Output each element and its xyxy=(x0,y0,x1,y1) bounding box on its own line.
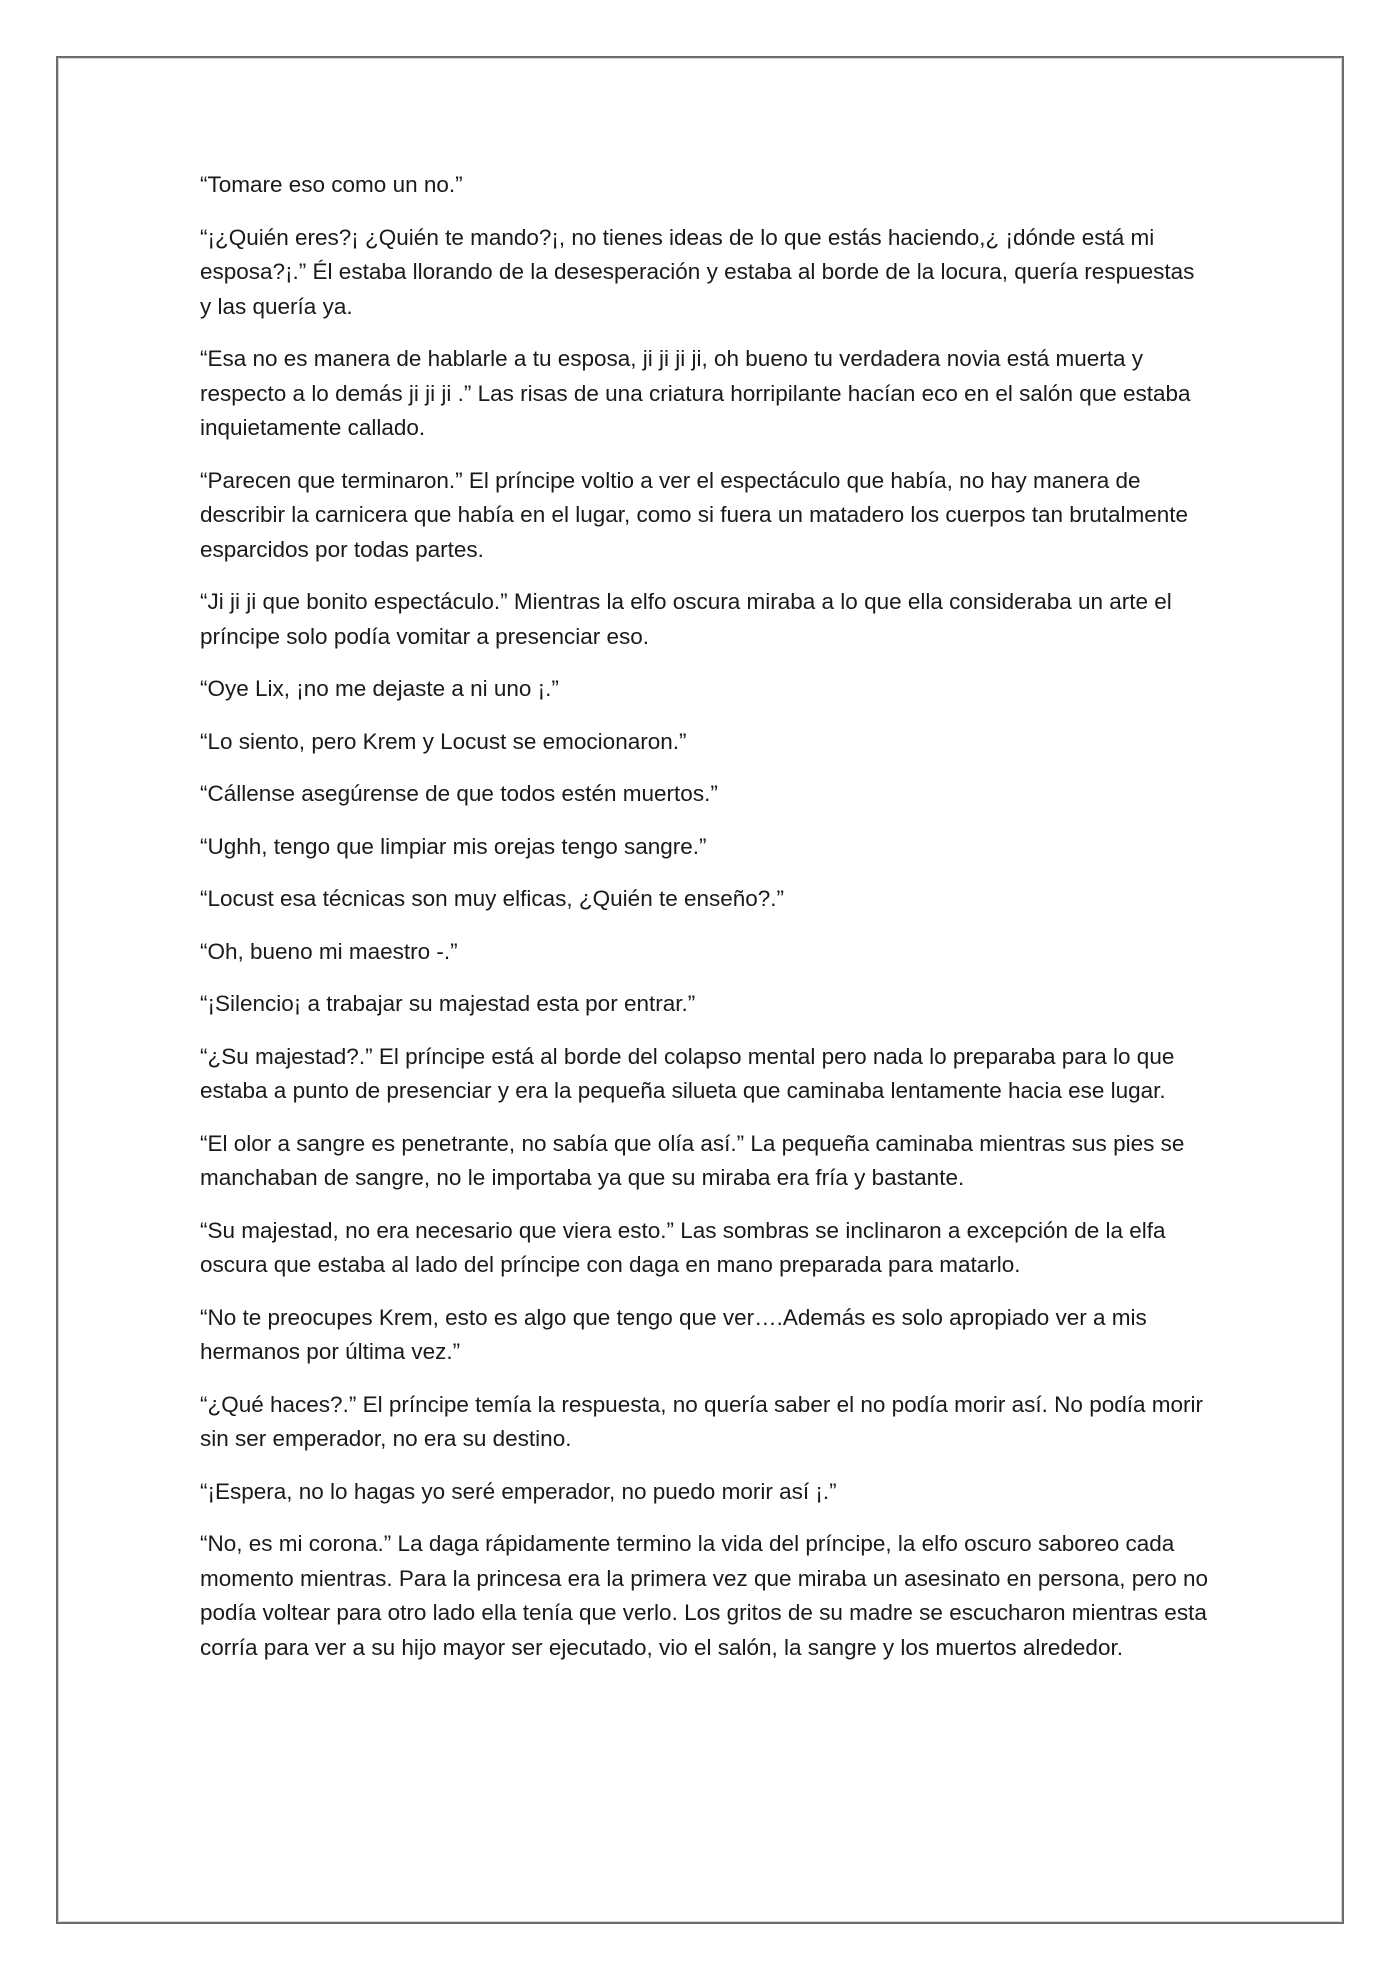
paragraph: “No te preocupes Krem, esto es algo que tengo que ver….Además es solo apropiado ver a mis hermanos por última vez.” xyxy=(200,1304,1147,1364)
paragraph: “No, es mi corona.” La daga rápidamente termino la vida del príncipe, la elfo oscuro saboreo cada momento mientras. Para la princesa era la primera vez que miraba un asesinato en persona, pero no podía voltear para otro lado ella tenía que verlo. Los gritos de su madre se escucharon mientras esta corría para ver a su hijo mayor ser ejecutado, vio el salón, la sangre y los muertos alrededor. xyxy=(200,1531,1209,1660)
paragraph: “Cállense asegúrense de que todos estén muertos.” xyxy=(200,781,718,806)
paragraph: “Su majestad, no era necesario que viera esto.” Las sombras se inclinaron a excepción de la elfa oscura que estaba al lado del príncipe con daga en mano preparada para matarlo. xyxy=(200,1217,1166,1277)
paragraph: “¡Silencio¡ a trabajar su majestad esta por entrar.” xyxy=(200,991,696,1016)
paragraph: “Esa no es manera de hablarle a tu esposa, ji ji ji ji, oh bueno tu verdadera novia está muerta y respecto a lo demás ji ji ji .” Las risas de una criatura horripilante hacían eco en el salón que estaba inquietamente callado. xyxy=(200,346,1191,440)
paragraph: “Tomare eso como un no.” xyxy=(200,172,463,197)
paragraph: “Oh, bueno mi maestro -.” xyxy=(200,938,458,964)
paragraph: “Ji ji ji que bonito espectáculo.” Mientras la elfo oscura miraba a lo que ella consideraba un arte el príncipe solo podía vomitar a presenciar eso. xyxy=(200,589,1172,649)
paragraph: “Ughh, tengo que limpiar mis orejas tengo sangre.” xyxy=(200,833,707,859)
paragraph: “¿Su majestad?.” El príncipe está al borde del colapso mental pero nada lo preparaba para lo que estaba a punto de presenciar y era la pequeña silueta que caminaba lentamente hacia ese lugar. xyxy=(200,1043,1175,1103)
paragraph: “¡Espera, no lo hagas yo seré emperador, no puedo morir así ¡.” xyxy=(200,1478,837,1504)
paragraph: “El olor a sangre es penetrante, no sabía que olía así.” La pequeña caminaba mientras sus pies se manchaban de sangre, no le importaba ya que su miraba era fría y bastante. xyxy=(200,1130,1185,1190)
paragraph: “Locust esa técnicas son muy elficas, ¿Quién te enseño?.” xyxy=(200,886,785,911)
document-body xyxy=(200,168,1210,1683)
paragraph: “¡¿Quién eres?¡ ¿Quién te mando?¡, no tienes ideas de lo que estás haciendo,¿ ¡dónde está mi esposa?¡.” Él estaba llorando de la desesperación y estaba al borde de la locura, quería respuestas y las quería ya. xyxy=(200,224,1195,319)
paragraph: “¿Qué haces?.” El príncipe temía la respuesta, no quería saber el no podía morir así. No podía morir sin ser emperador, no era su destino. xyxy=(200,1391,1203,1451)
paragraph: “Parecen que terminaron.” El príncipe voltio a ver el espectáculo que había, no hay manera de describir la carnicera que había en el lugar, como si fuera un matadero los cuerpos tan brutalmente esparcidos por todas partes. xyxy=(200,467,1189,562)
paragraph: “Oye Lix, ¡no me dejaste a ni uno ¡.” xyxy=(200,676,559,701)
paragraph: “Lo siento, pero Krem y Locust se emocionaron.” xyxy=(200,728,687,754)
